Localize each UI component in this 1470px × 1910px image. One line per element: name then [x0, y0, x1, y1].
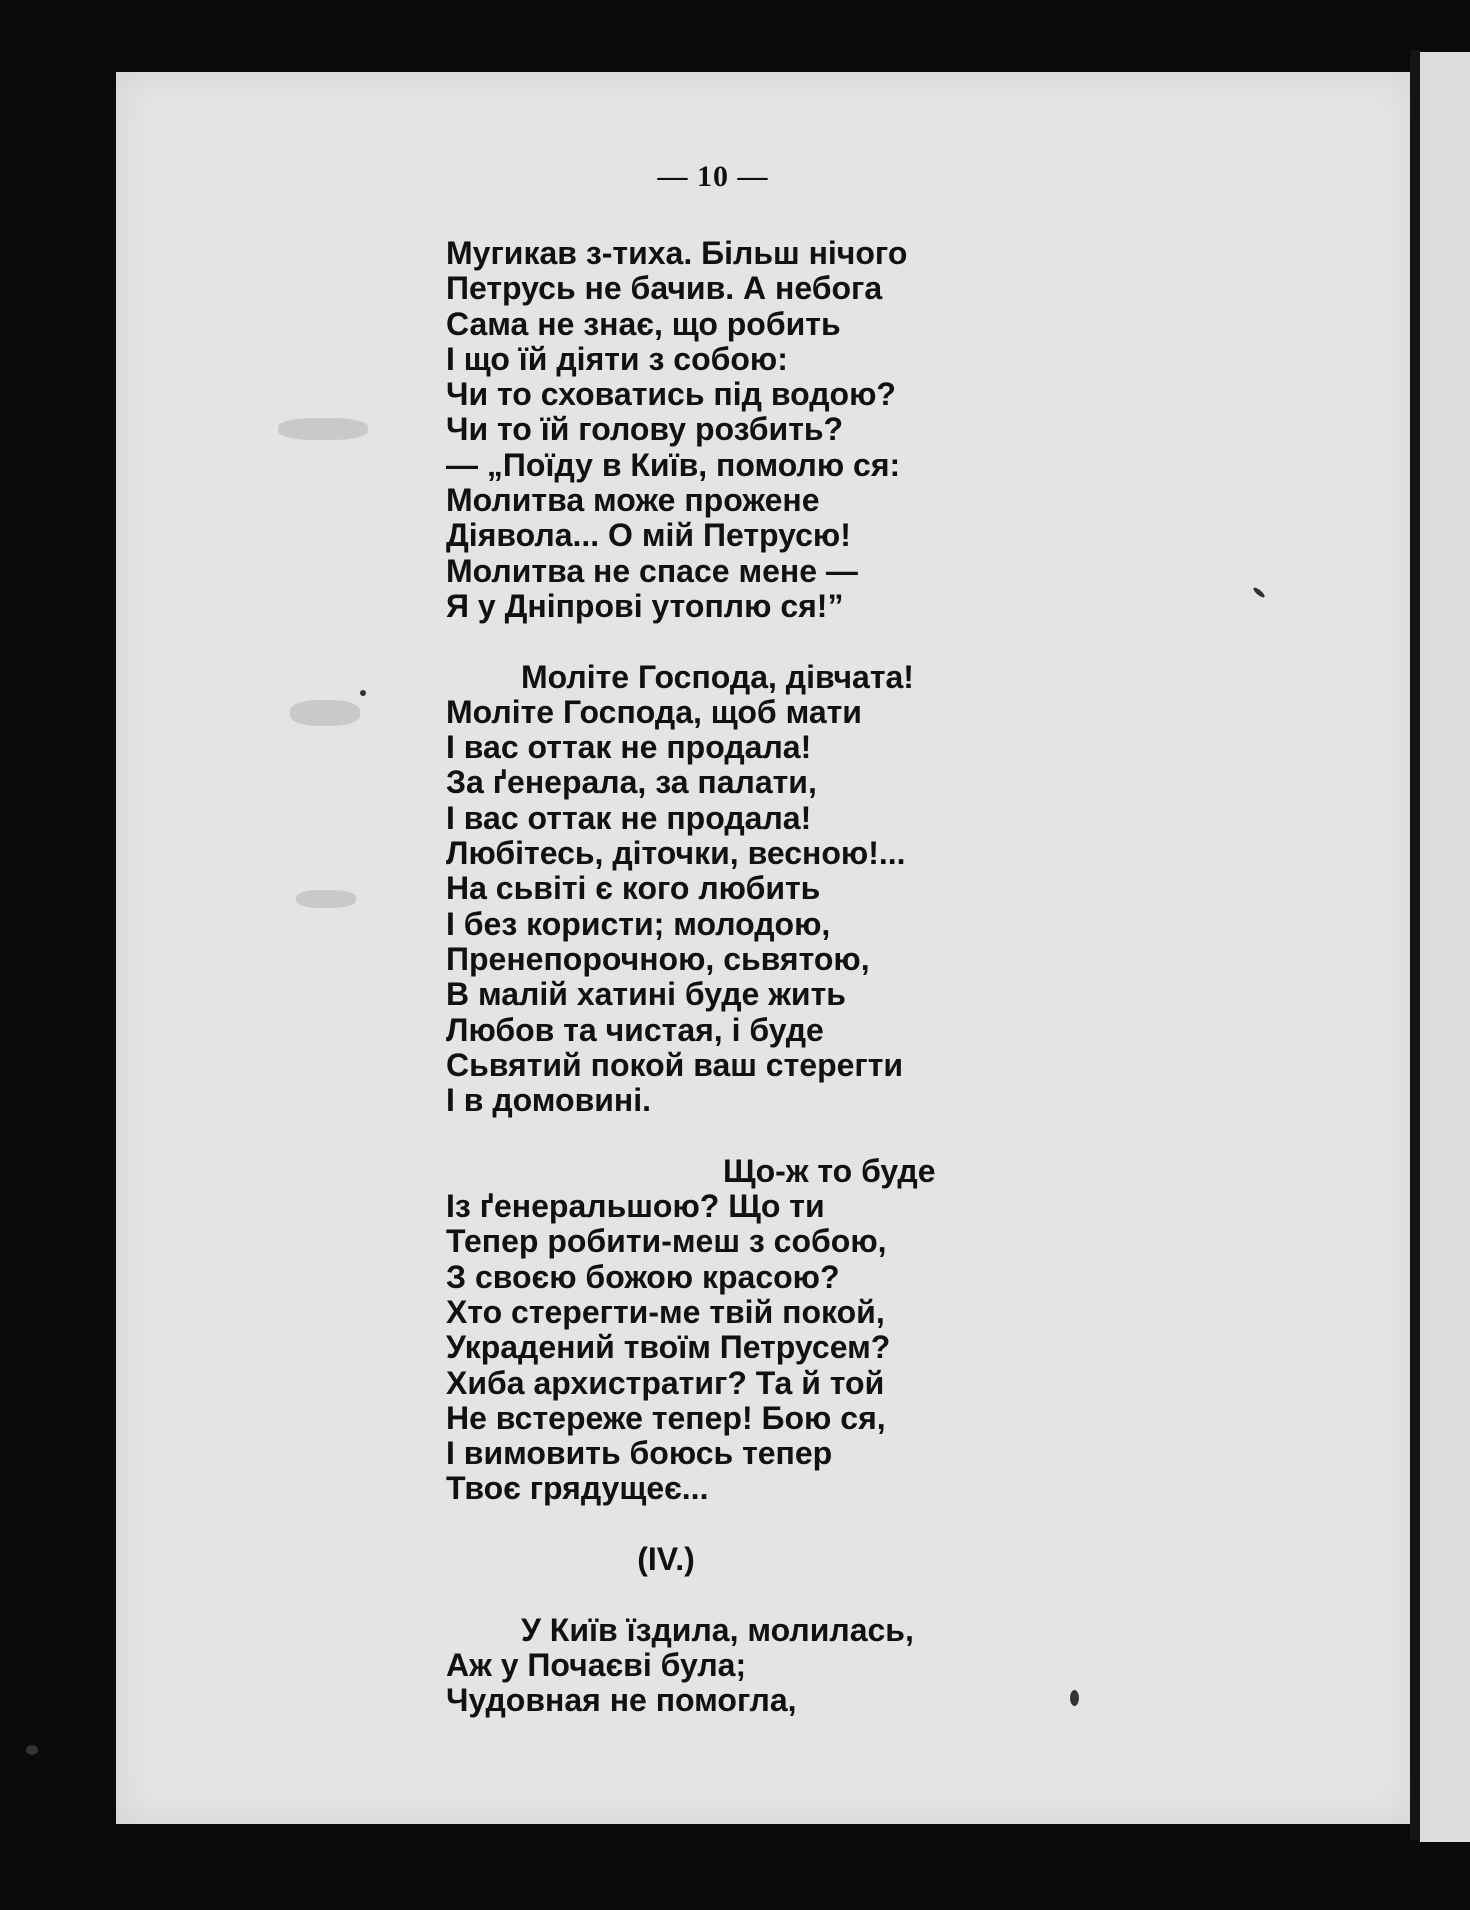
- poem-text: [446, 236, 1006, 1718]
- verse-line: Петрусь не бачив. А небога: [446, 270, 883, 307]
- scan-smudge: [278, 418, 368, 440]
- verse-line: У Київ їздила, молилась,: [521, 1611, 914, 1648]
- verse-line: Чи то їй голову розбить?: [446, 411, 844, 448]
- stanza-4: [446, 1613, 1006, 1719]
- stanza-gap: [446, 624, 1006, 659]
- verse-line: На сьвіті є кого любить: [446, 870, 821, 907]
- scan-smudge: [290, 700, 360, 726]
- scan-speck: [360, 690, 366, 696]
- next-page-edge: [1420, 52, 1470, 1842]
- stanza-1: [446, 236, 1006, 624]
- verse-line: І вас оттак не продала!: [446, 729, 812, 766]
- scan-smudge: [296, 890, 356, 908]
- verse-line: Молитва може прожене: [446, 482, 820, 519]
- verse-line: Із ґенеральшою? Що ти: [446, 1188, 825, 1225]
- verse-line: І в домовині.: [446, 1082, 652, 1119]
- stanza-gap: [446, 1577, 1006, 1612]
- verse-line: І що їй діяти з собою:: [446, 340, 788, 377]
- verse-line: Любітесь, діточки, весною!...: [446, 835, 906, 872]
- verse-line: Чи то сховатись під водою?: [446, 376, 896, 413]
- stanza-gap: [446, 1507, 1006, 1542]
- verse-line: І без користи; молодою,: [446, 905, 831, 942]
- verse-line: — „Поїду в Київ, помолю ся:: [446, 446, 901, 483]
- verse-line: Хиба архистратиг? Та й той: [446, 1364, 885, 1401]
- verse-line: Діявола... О мій Петрусю!: [446, 517, 851, 554]
- verse-line: І вимовить боюсь тепер: [446, 1435, 833, 1472]
- stanza-2: [446, 660, 1006, 1119]
- verse-line: І вас оттак не продала!: [446, 799, 812, 836]
- verse-line: Мугикав з-тиха. Більш нічого: [446, 235, 908, 271]
- verse-line: З своєю божою красою?: [446, 1258, 840, 1295]
- verse-line: За ґенерала, за палати,: [446, 764, 817, 801]
- verse-line: Любов та чистая, і буде: [446, 1011, 824, 1048]
- page-gutter: [1410, 50, 1420, 1840]
- verse-line: Сьвятий покой ваш стерегти: [446, 1046, 904, 1083]
- verse-line: Твоє грядущеє...: [446, 1470, 709, 1507]
- verse-line: Не встереже тепер! Бою ся,: [446, 1399, 886, 1436]
- verse-line: Украдений твоїм Петрусем?: [446, 1329, 891, 1366]
- verse-line: Моліте Господа, дівчата!: [521, 658, 914, 695]
- verse-line: Хто стерегти-ме твій покой,: [446, 1293, 885, 1330]
- verse-line: Моліте Господа, щоб мати: [446, 693, 862, 730]
- verse-line: Молитва не спасе мене —: [446, 552, 858, 589]
- verse-line: Що-ж то буде: [723, 1152, 936, 1189]
- verse-line: Аж у Почаєві була;: [446, 1646, 747, 1683]
- scan-speck: [1070, 1690, 1079, 1706]
- stanza-3: [446, 1154, 1006, 1507]
- verse-line: Сама не знає, що робить: [446, 305, 841, 342]
- verse-line: Чудовная не помогла,: [446, 1682, 797, 1719]
- verse-line: Я у Дніпрові утоплю ся!”: [446, 587, 844, 624]
- scan-speck: [26, 1745, 38, 1755]
- verse-line: Тепер робити-меш з собою,: [446, 1223, 887, 1260]
- stanza-gap: [446, 1118, 1006, 1153]
- section-heading: (IV.): [637, 1540, 695, 1577]
- verse-line: В малій хатині буде жить: [446, 976, 846, 1013]
- page-number: — 10 —: [657, 160, 769, 193]
- verse-line: Пренепорочною, сьвятою,: [446, 940, 870, 977]
